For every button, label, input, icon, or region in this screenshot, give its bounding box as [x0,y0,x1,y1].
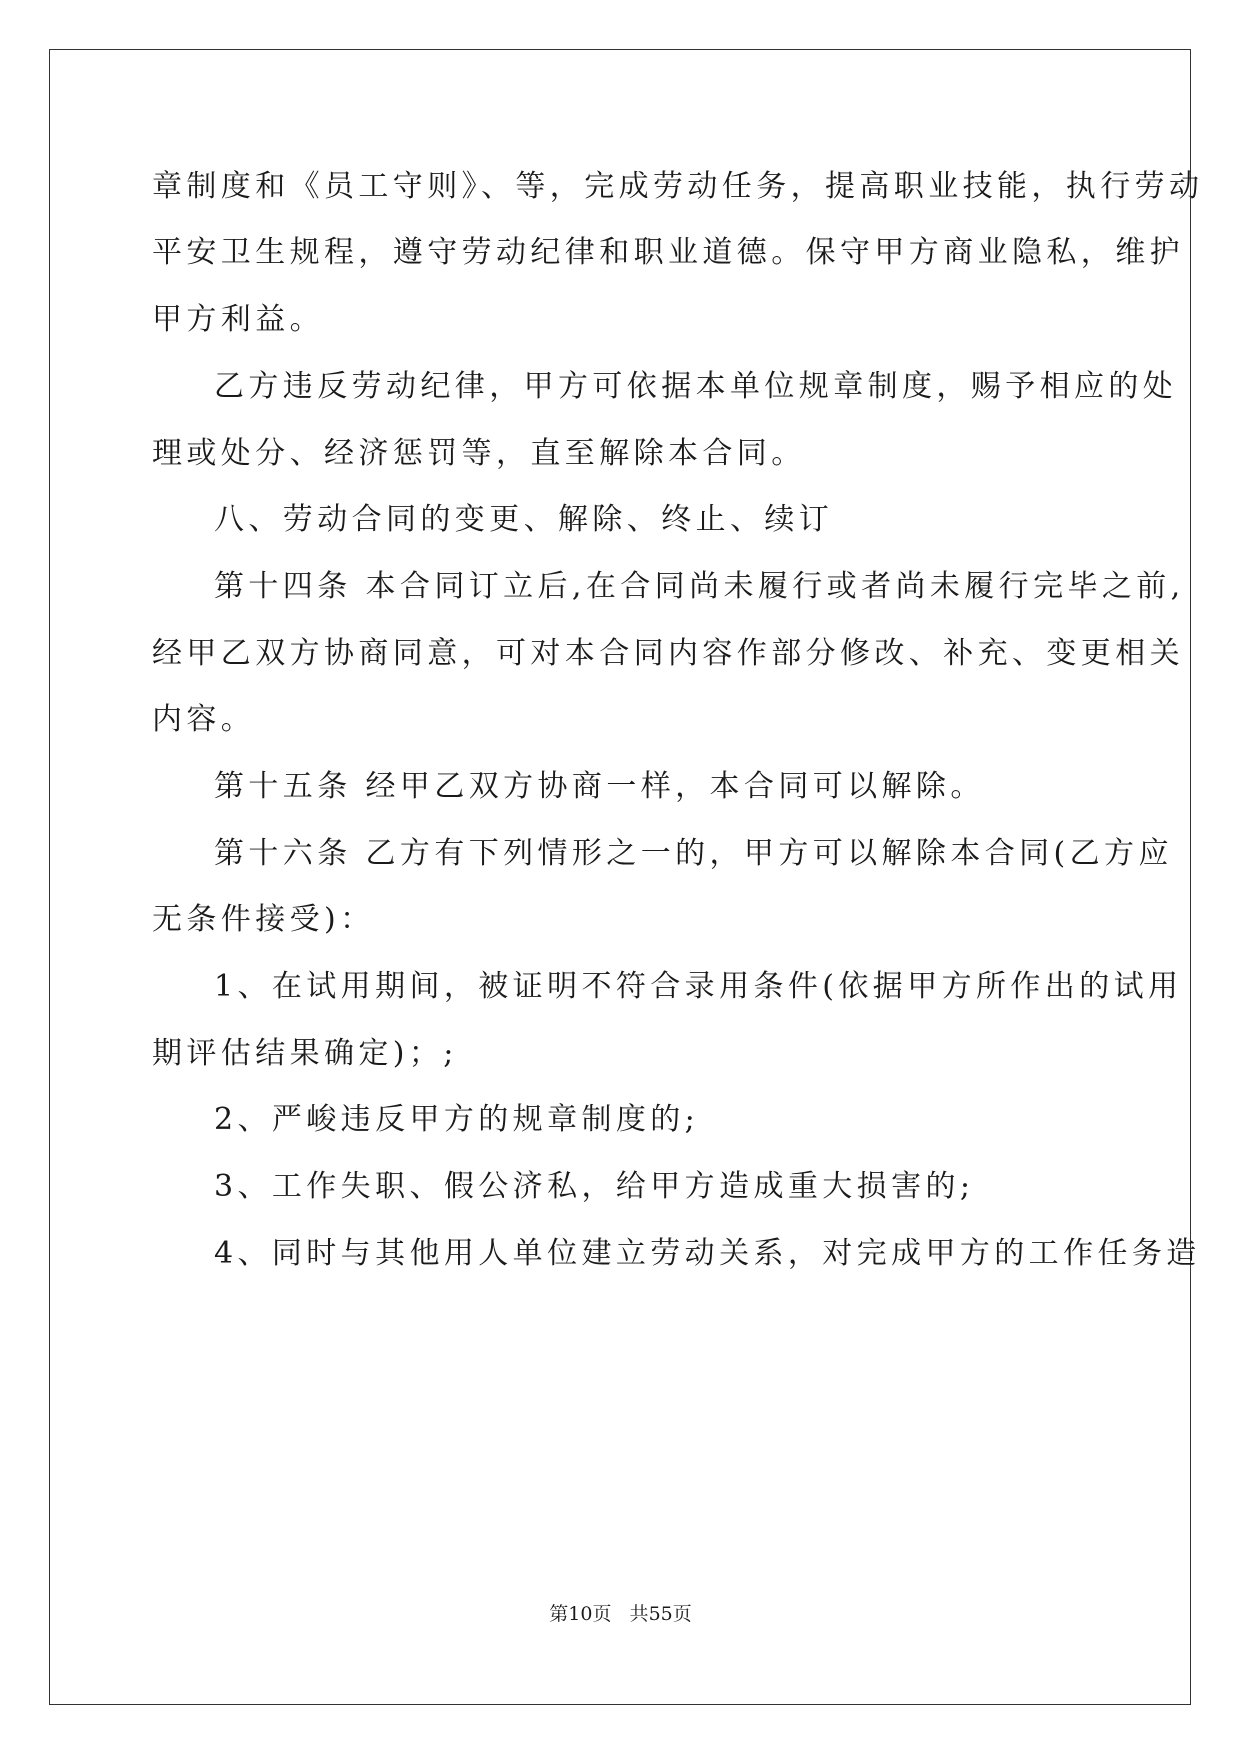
text-line-9: 内容。 [152,702,256,737]
section-heading: 八、劳动合同的变更、解除、终止、续订 [214,502,834,537]
text-line-14: 期评估结果确定)；; [152,1036,458,1071]
text-line-17: 4、同时与其他用人单位建立劳动关系，对完成甲方的工作任务造 [214,1236,1201,1271]
footer-middle: 页 共 [592,1603,649,1625]
text-line-11: 第十六条 乙方有下列情形之一的，甲方可以解除本合同(乙方应 [214,836,1173,871]
text-line-16: 3、工作失职、假公济私，给甲方造成重大损害的; [214,1169,975,1204]
text-line-12: 无条件接受)： [152,902,375,937]
current-page-number: 10 [568,1603,593,1625]
text-line-2: 平安卫生规程，遵守劳动纪律和职业道德。保守甲方商业隐私，维护 [152,235,1184,270]
text-line-1: 章制度和《员工守则》、等，完成劳动任务，提高职业技能，执行劳动 [152,169,1204,204]
text-line-4: 乙方违反劳动纪律，甲方可依据本单位规章制度，赐予相应的处 [214,369,1178,404]
text-line-5: 理或处分、经济惩罚等，直至解除本合同。 [152,436,806,471]
text-line-10: 第十五条 经甲乙双方协商一样，本合同可以解除。 [214,769,985,804]
footer-suffix: 页 [672,1603,692,1625]
text-line-13: 1、在试用期间，被证明不符合录用条件(依据甲方所作出的试用 [214,969,1183,1004]
text-line-8: 经甲乙双方协商同意，可对本合同内容作部分修改、补充、变更相关 [152,636,1184,671]
text-line-3: 甲方利益。 [152,302,324,337]
page-footer [0,1601,1241,1627]
page-border [49,49,1191,1705]
text-line-7: 第十四条 本合同订立后,在合同尚未履行或者尚未履行完毕之前, [214,569,1185,604]
footer-prefix: 第 [549,1603,569,1625]
total-pages-number: 55 [648,1603,673,1625]
text-line-15: 2、严峻违反甲方的规章制度的; [214,1102,700,1137]
